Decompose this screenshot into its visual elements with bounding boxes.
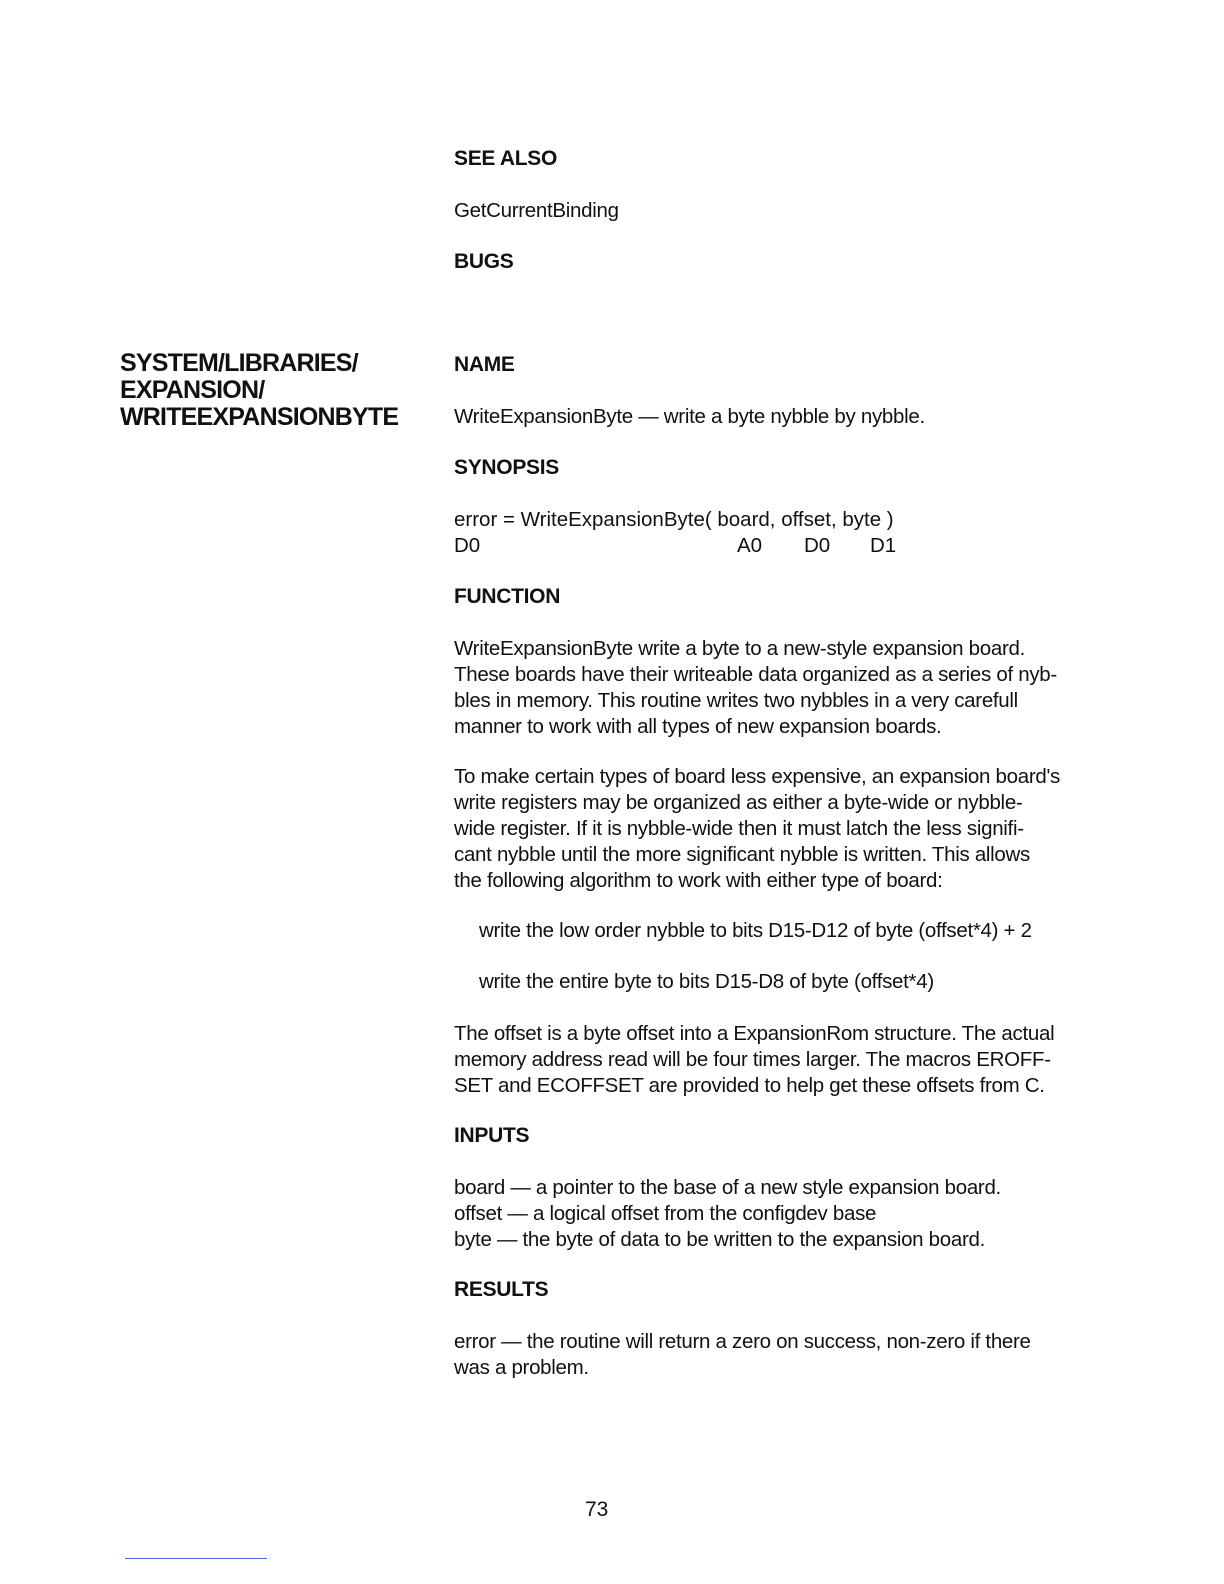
page-number: 73 [585, 1498, 609, 1521]
text-line: bles in memory. This routine writes two nybbles in a very carefull [454, 689, 1018, 712]
input-offset: offset — a logical offset from the configdev base [454, 1202, 877, 1225]
function-title [120, 350, 440, 431]
text-line: memory address read will be four times larger. The macros EROFF- [454, 1048, 1051, 1071]
input-board: board — a pointer to the base of a new style expansion board. [454, 1176, 1001, 1199]
text-line: write registers may be organized as either a byte-wide or nybble- [454, 791, 1023, 814]
input-byte: byte — the byte of data to be written to the expansion board. [454, 1228, 985, 1251]
function-paragraph-2 [454, 764, 1104, 894]
text-line: The offset is a byte offset into a ExpansionRom structure. The actual [454, 1022, 1055, 1045]
algorithm-step-2: write the entire byte to bits D15-D8 of byte (offset*4) [479, 970, 934, 993]
inputs-list [454, 1175, 1104, 1253]
text-line: wide register. If it is nybble-wide then it must latch the less signifi- [454, 817, 1024, 840]
function-title-line-1: SYSTEM/LIBRARIES/ [120, 349, 358, 377]
function-heading: FUNCTION [454, 585, 561, 608]
synopsis-call: error = WriteExpansionByte( board, offset, byte ) [454, 508, 894, 531]
function-title-line-2: EXPANSION/ [120, 376, 265, 404]
text-line: These boards have their writeable data organized as a series of nyb- [454, 663, 1057, 686]
synopsis-heading: SYNOPSIS [454, 456, 559, 479]
function-paragraph-1 [454, 636, 1104, 740]
register-byte: D1 [870, 534, 897, 557]
bugs-heading: BUGS [454, 250, 514, 273]
see-also-heading: SEE ALSO [454, 147, 558, 170]
text-line: WriteExpansionByte write a byte to a new-style expansion board. [454, 637, 1025, 660]
text-line: error — the routine will return a zero on success, non-zero if there [454, 1330, 1031, 1353]
register-board: A0 [737, 534, 763, 557]
register-result: D0 [454, 534, 481, 557]
function-paragraph-3 [454, 1021, 1104, 1099]
text-line: cant nybble until the more significant nybble is written. This allows [454, 843, 1030, 866]
algorithm-step-1: write the low order nybble to bits D15-D12 of byte (offset*4) + 2 [479, 919, 1032, 942]
text-line: To make certain types of board less expensive, an expansion board's [454, 765, 1061, 788]
see-also-text: GetCurrentBinding [454, 199, 619, 222]
results-text [454, 1329, 1104, 1381]
footer-rule [125, 1558, 267, 1559]
name-text: WriteExpansionByte — write a byte nybble by nybble. [454, 405, 925, 428]
results-heading: RESULTS [454, 1278, 549, 1301]
function-title-line-3: WRITEEXPANSIONBYTE [120, 403, 399, 431]
text-line: manner to work with all types of new expansion boards. [454, 715, 942, 738]
name-heading: NAME [454, 353, 515, 376]
text-line: was a problem. [454, 1356, 589, 1379]
inputs-heading: INPUTS [454, 1124, 530, 1147]
text-line: the following algorithm to work with either type of board: [454, 869, 943, 892]
register-offset: D0 [804, 534, 831, 557]
text-line: SET and ECOFFSET are provided to help get these offsets from C. [454, 1074, 1045, 1097]
